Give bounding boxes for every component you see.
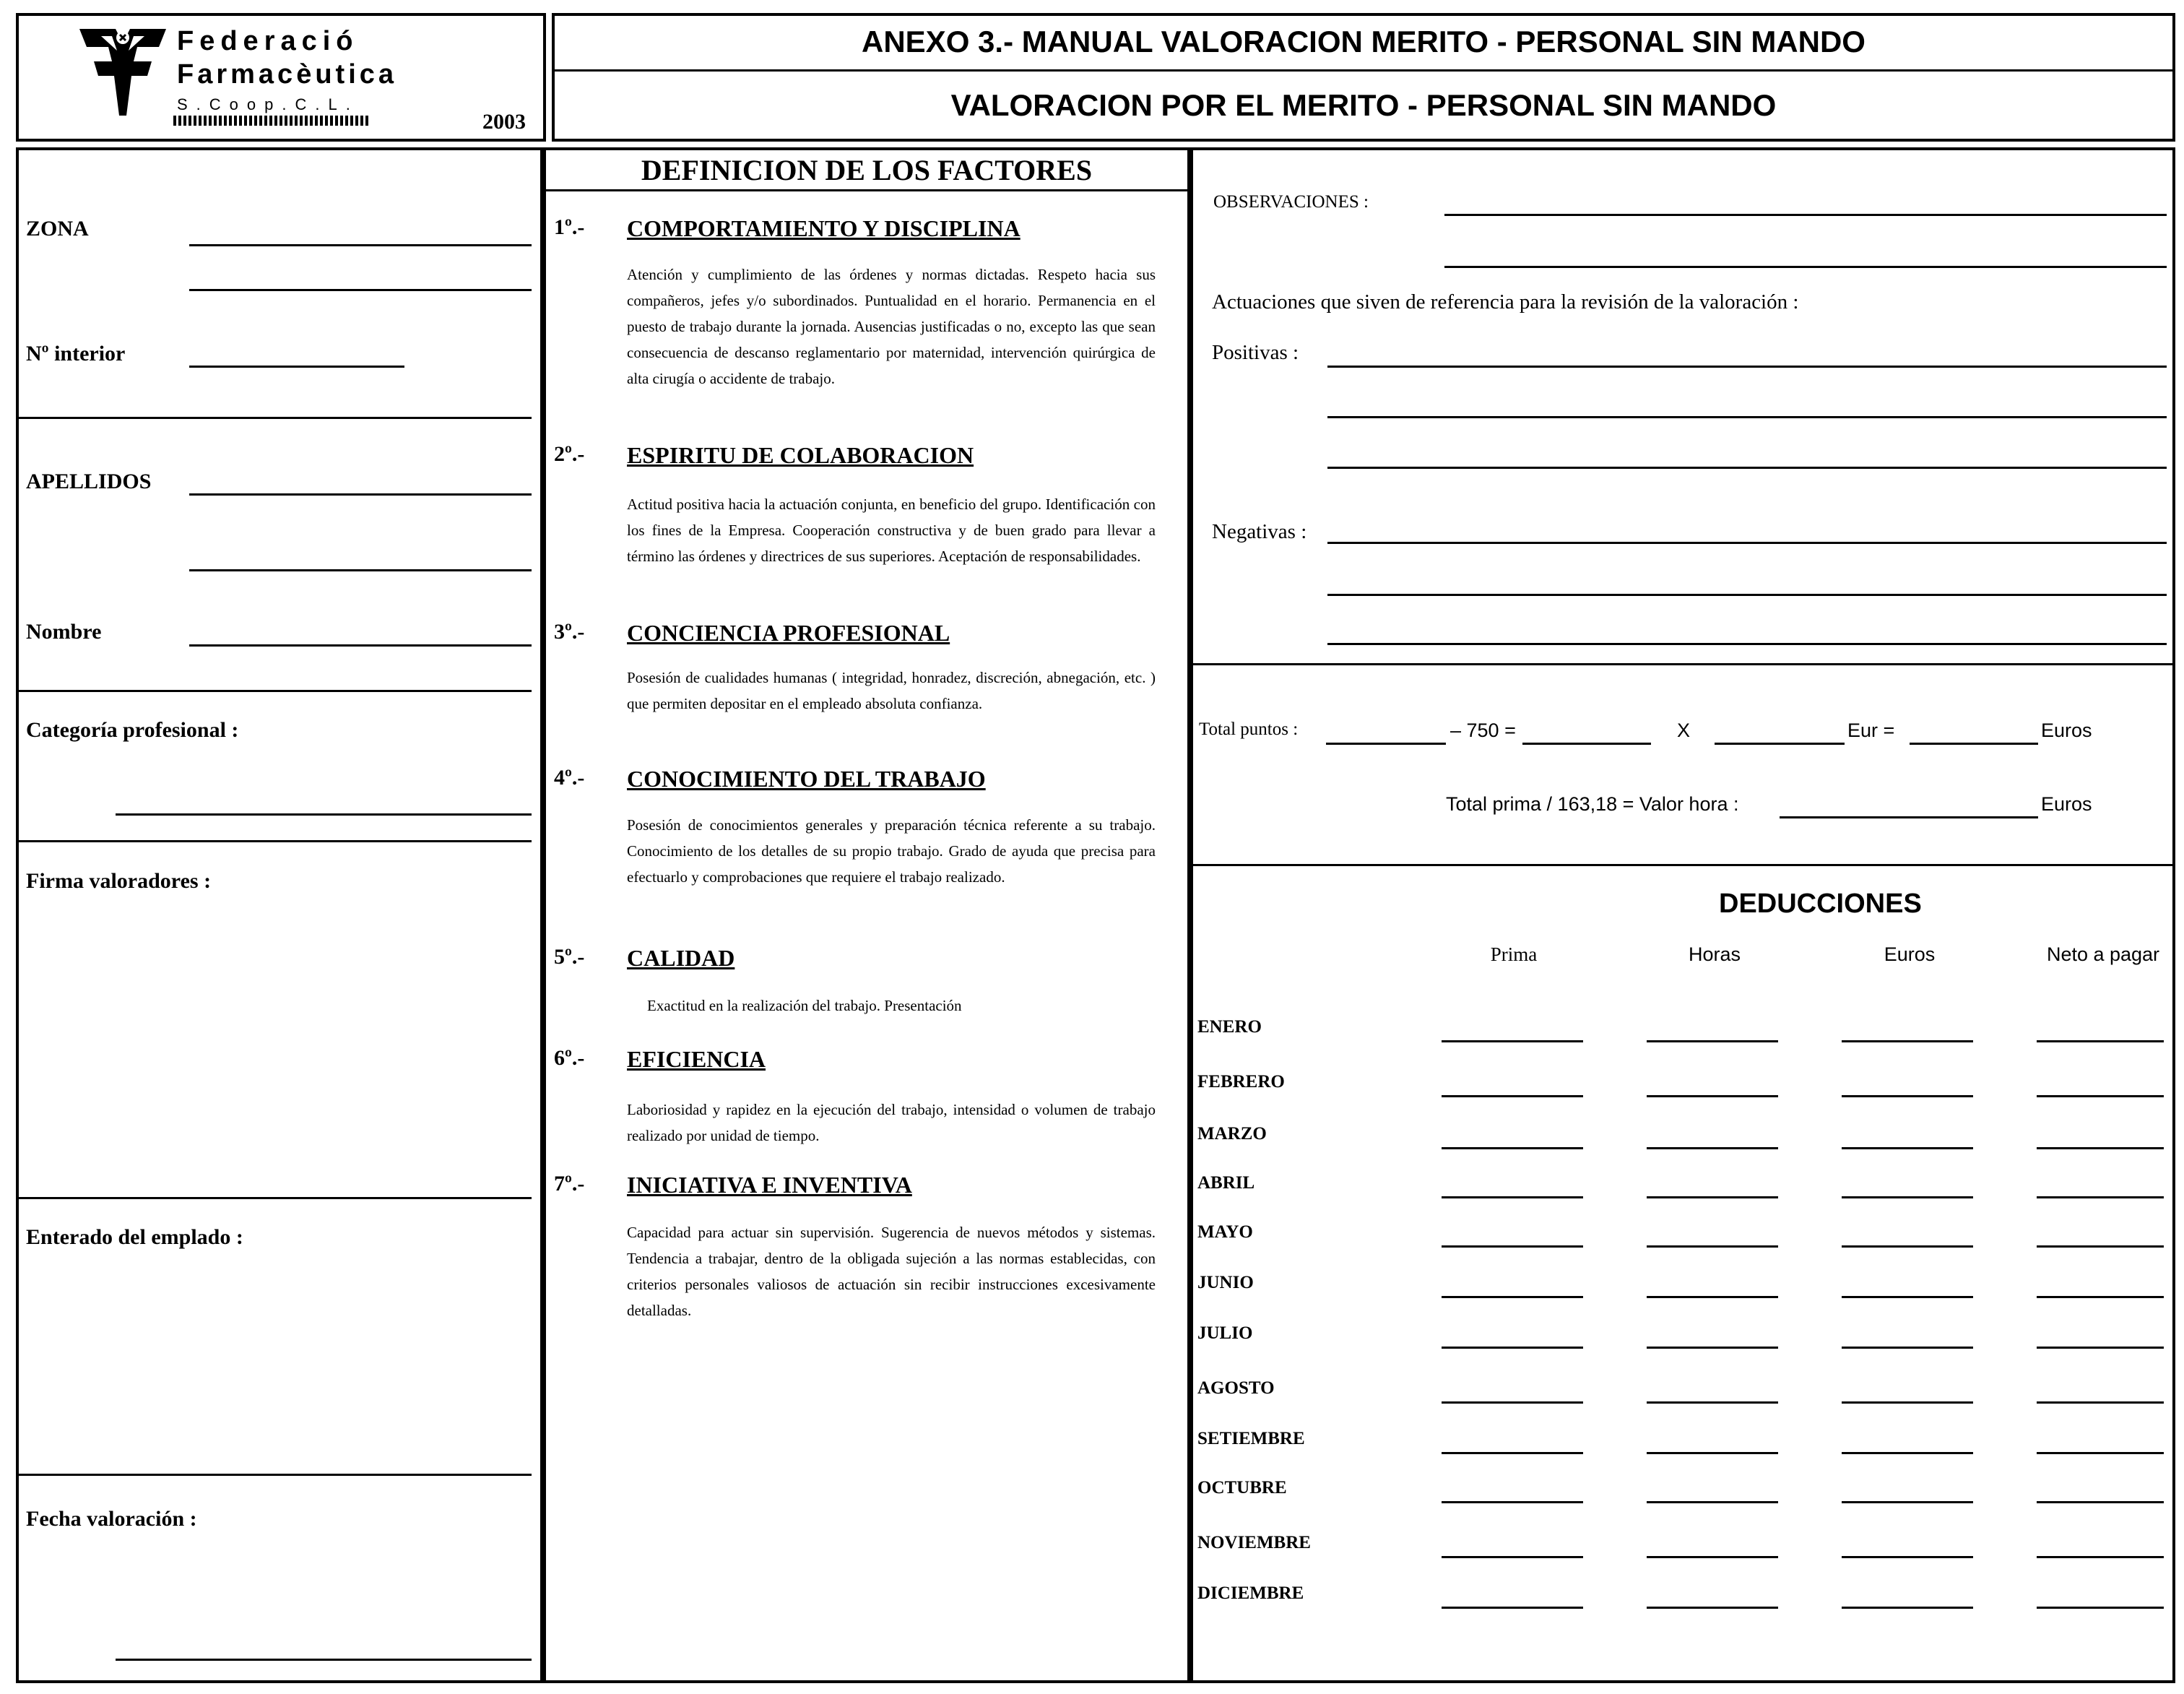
observaciones-label: OBSERVACIONES : (1213, 192, 1369, 212)
deduction-field-horas-marzo[interactable] (1647, 1147, 1778, 1149)
month-label-febrero: FEBRERO (1197, 1072, 1285, 1092)
positivas-line-1[interactable] (1327, 366, 2167, 368)
apellidos-line-2[interactable] (189, 569, 532, 571)
deduction-field-prima-junio[interactable] (1442, 1296, 1583, 1298)
right-divider-2 (1190, 864, 2172, 866)
zona-line-1[interactable] (189, 244, 532, 246)
deduction-field-prima-abril[interactable] (1442, 1196, 1583, 1198)
apellidos-line-1[interactable] (189, 493, 532, 496)
deduction-field-neto-julio[interactable] (2037, 1347, 2164, 1349)
deduction-field-prima-julio[interactable] (1442, 1347, 1583, 1349)
deduction-field-prima-setiembre[interactable] (1442, 1452, 1583, 1454)
factor-7-title: INICIATIVA E INVENTIVA (627, 1172, 912, 1198)
year-label: 2003 (482, 110, 526, 134)
factor-2-description: Actitud positiva hacia la actuación conjunta, en beneficio del grupo. Identificación con los fines de la Empresa. Cooperación constructiva y de buen grado para llevar a término las órdenes y directrices de sus superiores. Aceptación de responsabilidades. (627, 496, 1156, 565)
deduction-field-prima-enero[interactable] (1442, 1040, 1583, 1042)
sub-title: VALORACION POR EL MERITO - PERSONAL SIN MANDO (950, 88, 1777, 122)
eur-result-line[interactable] (1910, 743, 2038, 745)
deduction-field-neto-diciembre[interactable] (2037, 1607, 2164, 1609)
euros-label-2: Euros (2041, 793, 2092, 815)
deduction-field-horas-febrero[interactable] (1647, 1095, 1778, 1097)
deduction-field-prima-octubre[interactable] (1442, 1501, 1583, 1503)
euros-label-1: Euros (2041, 719, 2092, 741)
deduction-field-neto-mayo[interactable] (2037, 1245, 2164, 1248)
column-header-horas: Horas (1688, 943, 1741, 965)
times-label: X (1677, 719, 1691, 741)
deduction-field-euros-julio[interactable] (1842, 1347, 1973, 1349)
factors-heading: DEFINICION DE LOS FACTORES (641, 154, 1093, 186)
factor-1-title: COMPORTAMIENTO Y DISCIPLINA (627, 215, 1020, 241)
deduction-field-horas-agosto[interactable] (1647, 1401, 1778, 1404)
deduction-field-euros-noviembre[interactable] (1842, 1556, 1973, 1558)
deduction-field-euros-marzo[interactable] (1842, 1147, 1973, 1149)
fecha-line[interactable] (116, 1659, 532, 1661)
deduction-field-horas-julio[interactable] (1647, 1347, 1778, 1349)
logo-line-2: Farmacèutica (177, 59, 398, 90)
month-label-enero: ENERO (1197, 1017, 1262, 1037)
positivas-label: Positivas : (1212, 341, 1299, 364)
deduction-field-euros-junio[interactable] (1842, 1296, 1973, 1298)
positivas-line-2[interactable] (1327, 416, 2167, 418)
month-label-setiembre: SETIEMBRE (1197, 1429, 1305, 1448)
factor-1-number: 1º.- (554, 215, 585, 239)
n-interior-label: Nº interior (26, 342, 126, 366)
firma-label: Firma valoradores : (26, 869, 212, 893)
minus-750-line[interactable] (1522, 743, 1651, 745)
deduction-field-horas-junio[interactable] (1647, 1296, 1778, 1298)
logo-pattern (173, 116, 368, 126)
factor-4-number: 4º.- (554, 766, 585, 790)
factor-6-title: EFICIENCIA (627, 1046, 766, 1072)
title-divider (555, 69, 2172, 72)
factor-7-description: Capacidad para actuar sin supervisión. Sugerencia de nuevos métodos y sistemas. Tendencia a trabajar, dentro de la obligada sujeción a las normas establecidas, con criterios personales valiosos de actuación sin recibir instrucciones excesivamente detalladas. (627, 1224, 1156, 1319)
deduction-field-euros-mayo[interactable] (1842, 1245, 1973, 1248)
deduction-field-horas-octubre[interactable] (1647, 1501, 1778, 1503)
month-label-mayo: MAYO (1197, 1222, 1253, 1242)
right-divider-1 (1190, 663, 2172, 665)
logo-line-1: Federació (177, 26, 359, 56)
categoria-line[interactable] (116, 813, 532, 816)
deduction-field-horas-setiembre[interactable] (1647, 1452, 1778, 1454)
observaciones-line-1[interactable] (1444, 214, 2167, 216)
deduction-field-neto-agosto[interactable] (2037, 1401, 2164, 1404)
factor-5-description: Exactitud en la realización del trabajo. Presentación (647, 997, 962, 1014)
deduction-field-horas-noviembre[interactable] (1647, 1556, 1778, 1558)
deduction-field-euros-abril[interactable] (1842, 1196, 1973, 1198)
factor-3-description: Posesión de cualidades humanas ( integridad, honradez, discreción, abnegación, etc. ) que permiten depositar en el empleado absoluta confianza. (627, 669, 1156, 712)
left-divider-4 (19, 1197, 532, 1199)
nombre-line[interactable] (189, 644, 532, 647)
positivas-line-3[interactable] (1327, 467, 2167, 469)
apellidos-label: APELLIDOS (26, 470, 152, 493)
deduction-field-prima-noviembre[interactable] (1442, 1556, 1583, 1558)
actuaciones-label: Actuaciones que siven de referencia para la revisión de la valoración : (1212, 290, 1799, 314)
left-divider-5 (19, 1474, 532, 1476)
deduction-field-horas-enero[interactable] (1647, 1040, 1778, 1042)
total-puntos-line[interactable] (1326, 743, 1446, 745)
zona-label: ZONA (26, 217, 89, 241)
logo-line-3: S.Coop.C.L. (177, 95, 359, 113)
total-puntos-label: Total puntos : (1199, 719, 1299, 739)
deduction-field-prima-agosto[interactable] (1442, 1401, 1583, 1404)
main-title: ANEXO 3.- MANUAL VALORACION MERITO - PERSONAL SIN MANDO (862, 25, 1866, 59)
month-label-junio: JUNIO (1197, 1273, 1254, 1292)
column-header-neto: Neto a pagar (2046, 943, 2160, 965)
column-header-prima: Prima (1490, 943, 1538, 965)
deduction-field-prima-febrero[interactable] (1442, 1095, 1583, 1097)
negativas-line-1[interactable] (1327, 542, 2167, 544)
n-interior-line[interactable] (189, 366, 404, 368)
categoria-label: Categoría profesional : (26, 718, 239, 742)
deduction-field-neto-setiembre[interactable] (2037, 1452, 2164, 1454)
month-label-julio: JULIO (1197, 1323, 1253, 1343)
eur-label: Eur = (1847, 719, 1895, 741)
deduction-field-prima-mayo[interactable] (1442, 1245, 1583, 1248)
deduction-field-neto-junio[interactable] (2037, 1296, 2164, 1298)
factor-4-description: Posesión de conocimientos generales y preparación técnica referente a su trabajo. Conocimiento de los detalles de su propio trabajo. Grado de ayuda que precisa para efectuarlo y comprobaciones que requiere el trabajo realizado. (627, 816, 1156, 886)
deduction-field-neto-noviembre[interactable] (2037, 1556, 2164, 1558)
total-prima-label: Total prima / 163,18 = Valor hora : (1446, 793, 1739, 815)
factor-6-description: Laboriosidad y rapidez en la ejecución del trabajo, intensidad o volumen de trabajo realizado por unidad de tiempo. (627, 1101, 1156, 1144)
month-label-octubre: OCTUBRE (1197, 1478, 1287, 1498)
deduction-field-neto-octubre[interactable] (2037, 1501, 2164, 1503)
column-header-euros: Euros (1884, 943, 1936, 965)
factor-1-description: Atención y cumplimiento de las órdenes y normas dictadas. Respeto hacia sus compañeros, jefes y/o subordinados. Puntualidad en el horario. Permanencia en el puesto de trabajo durante la jornada. Ausencias justificadas o no, excepto las que sean consecuencia de descanso reglamentario por maternidad, intervención quirúrgica de alta cirugía o accidente de trabajo. (627, 266, 1156, 387)
deduction-field-prima-marzo[interactable] (1442, 1147, 1583, 1149)
factor-line[interactable] (1715, 743, 1845, 745)
deduction-field-prima-diciembre[interactable] (1442, 1607, 1583, 1609)
nombre-label: Nombre (26, 620, 102, 644)
deduction-field-horas-mayo[interactable] (1647, 1245, 1778, 1248)
month-label-marzo: MARZO (1197, 1124, 1267, 1144)
negativas-label: Negativas : (1212, 520, 1307, 543)
factor-6-number: 6º.- (554, 1046, 585, 1070)
deduction-field-neto-abril[interactable] (2037, 1196, 2164, 1198)
deduction-field-euros-setiembre[interactable] (1842, 1452, 1973, 1454)
deduction-field-euros-febrero[interactable] (1842, 1095, 1973, 1097)
factor-4-title: CONOCIMIENTO DEL TRABAJO (627, 766, 986, 792)
month-label-agosto: AGOSTO (1197, 1378, 1275, 1398)
deduction-field-neto-marzo[interactable] (2037, 1147, 2164, 1149)
deduction-field-horas-diciembre[interactable] (1647, 1607, 1778, 1609)
enterado-label: Enterado del emplado : (26, 1225, 243, 1249)
month-label-abril: ABRIL (1197, 1173, 1255, 1193)
deduction-field-euros-enero[interactable] (1842, 1040, 1973, 1042)
deduction-field-neto-enero[interactable] (2037, 1040, 2164, 1042)
deduction-field-euros-agosto[interactable] (1842, 1401, 1973, 1404)
factor-2-number: 2º.- (554, 442, 585, 466)
factor-3-title: CONCIENCIA PROFESIONAL (627, 620, 950, 646)
deducciones-title: DEDUCCIONES (1719, 889, 1922, 919)
month-label-noviembre: NOVIEMBRE (1197, 1533, 1311, 1552)
factor-5-title: CALIDAD (627, 945, 735, 971)
month-label-diciembre: DICIEMBRE (1197, 1583, 1304, 1603)
left-divider-3 (19, 840, 532, 842)
negativas-line-3[interactable] (1327, 643, 2167, 645)
negativas-line-2[interactable] (1327, 594, 2167, 596)
left-panel (16, 147, 546, 1683)
deduction-field-horas-abril[interactable] (1647, 1196, 1778, 1198)
deduction-field-euros-octubre[interactable] (1842, 1501, 1973, 1503)
factors-heading-line (543, 189, 1190, 191)
valor-hora-line[interactable] (1780, 816, 2038, 818)
fecha-label: Fecha valoración : (26, 1507, 197, 1531)
factor-2-title: ESPIRITU DE COLABORACION (627, 442, 974, 468)
left-divider-2 (19, 690, 532, 692)
factor-3-number: 3º.- (554, 620, 585, 644)
left-divider-1 (19, 417, 532, 419)
deduction-field-euros-diciembre[interactable] (1842, 1607, 1973, 1609)
minus-750-label: – 750 = (1450, 719, 1516, 741)
factor-5-number: 5º.- (554, 945, 585, 969)
factor-7-number: 7º.- (554, 1172, 585, 1196)
deduction-field-neto-febrero[interactable] (2037, 1095, 2164, 1097)
zona-line-2[interactable] (189, 289, 532, 291)
observaciones-line-2[interactable] (1444, 266, 2167, 268)
logo-mark-icon (72, 22, 173, 123)
